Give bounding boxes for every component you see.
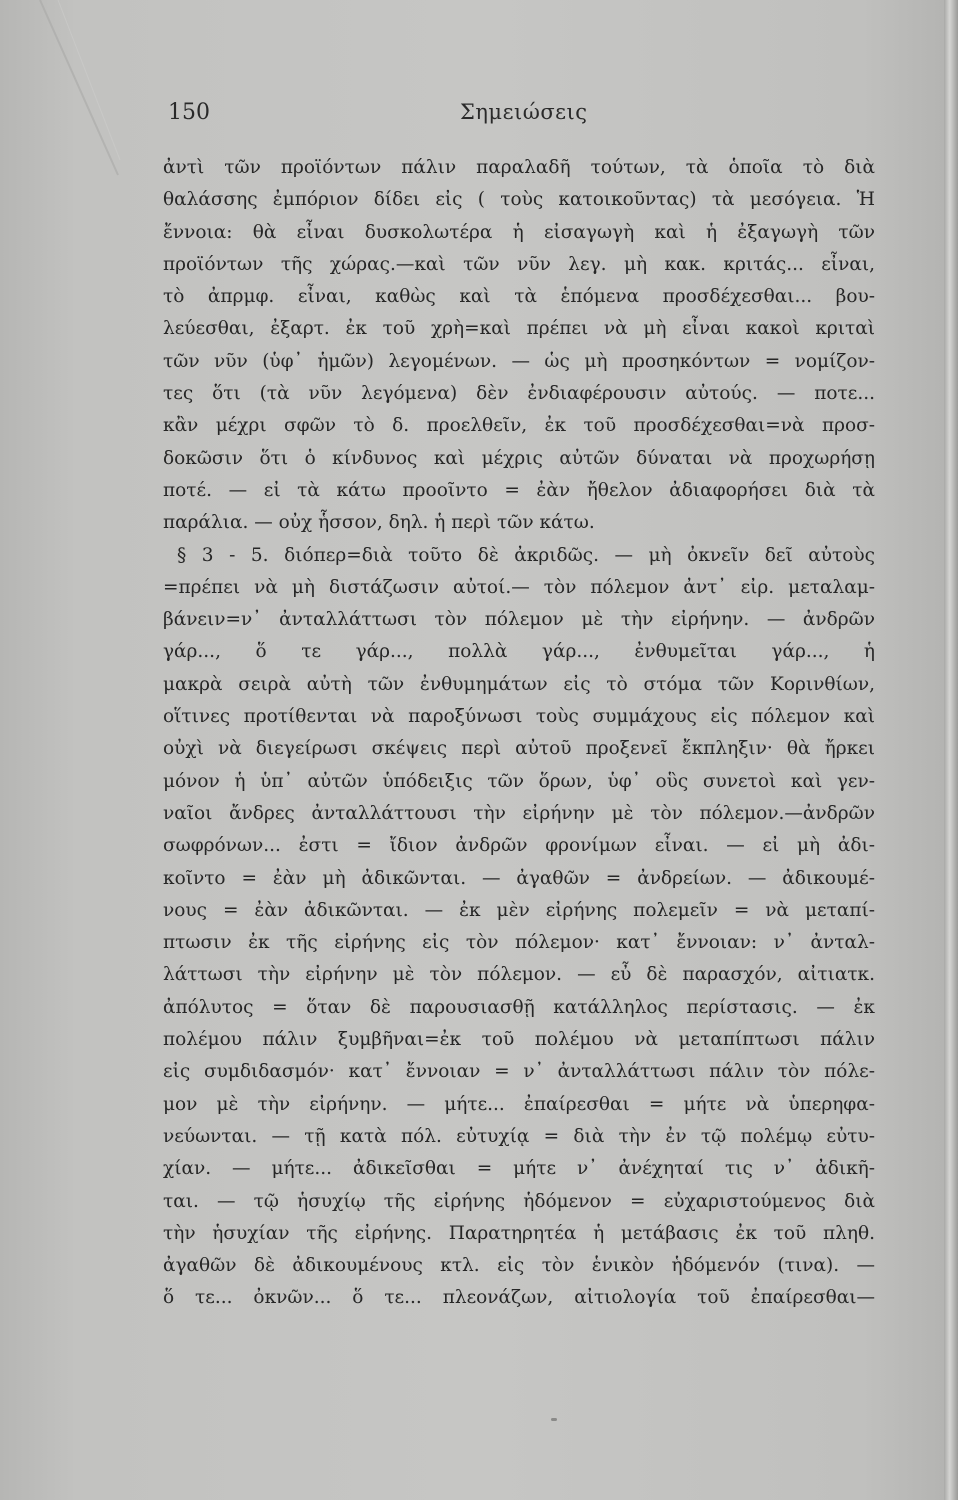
text-line: ἀπόλυτος = ὅταν δὲ παρουσιασθῇ κατάλληλος περίστασις. — ἐκ (163, 996, 875, 1018)
text-line: βάνειν=ν᾽ ἀνταλλάττωσι τὸν πόλεμον μὲ τὴν εἰρήνην. — ἀνδρῶν (163, 609, 875, 631)
text-line: ναῖοι ἄνδρες ἀνταλλάττουσι τὴν εἰρήνην μὲ τὸν πόλεμον.—ἀνδρῶν (163, 802, 875, 824)
text-line: ἔννοια: θὰ εἶναι δυσκολωτέρα ἡ εἰσαγωγὴ καὶ ἡ ἐξαγωγὴ τῶν (163, 221, 875, 243)
text-line: προϊόντων τῆς χώρας.—καὶ τῶν νῦν λεγ. μὴ κακ. κριτάς... εἶναι, (163, 253, 875, 275)
text-line: ὅ τε... ὀκνῶν... ὅ τε... πλεονάζων, αἰτιολογία τοῦ ἐπαίρεσθαι— (163, 1287, 875, 1309)
text-line: ἀγαθῶν δὲ ἀδικουμένους κτλ. εἰς τὸν ἑνικὸν ἡδόμενόν (τινα). — (163, 1255, 875, 1277)
text-line: σωφρόνων... ἐστι = ἴδιον ἀνδρῶν φρονίμων εἶναι. — εἰ μὴ ἀδι- (163, 835, 875, 857)
text-line: δοκῶσιν ὅτι ὁ κίνδυνος καὶ μέχρις αὐτῶν δύναται νὰ προχωρήσῃ (163, 447, 875, 469)
text-line: λεύεσθαι, ἐξαρτ. ἐκ τοῦ χρὴ=καὶ πρέπει νὰ μὴ εἶναι κακοὶ κριταὶ (163, 318, 875, 340)
text-line: νεύωνται. — τῇ κατὰ πόλ. εὐτυχίᾳ = διὰ τὴν ἐν τῷ πολέμῳ εὐτυ- (163, 1125, 875, 1147)
text-line: ἀντὶ τῶν προϊόντων πάλιν παραλαδῆ τούτων, τὰ ὁποῖα τὸ διὰ (163, 157, 875, 178)
text-line: τὴν ἡσυχίαν τῆς εἰρήνης. Παρατηρητέα ἡ μετάβασις ἐκ τοῦ πληθ. (163, 1222, 875, 1244)
text-line: κἂν μέχρι σφῶν τὸ δ. προελθεῖν, ἐκ τοῦ προσδέχεσθαι=νὰ προσ- (163, 415, 875, 437)
text-line: θαλάσσης ἐμπόριον δίδει εἰς ( τοὺς κατοικοῦντας) τὰ μεσόγεια. Ἡ (163, 189, 875, 211)
text-line: ται. — τῷ ἡσυχίῳ τῆς εἰρήνης ἡδόμενον = εὐχαριστούμενος διὰ (163, 1190, 875, 1212)
running-title: Σημειώσεις (460, 100, 588, 124)
section-line: § 3 - 5. διόπερ=διὰ τοῦτο δὲ ἀκριδῶς. — μὴ ὀκνεῖν δεῖ αὐτοὺς (177, 544, 875, 566)
text-line: οὐχὶ νὰ διεγείρωσι σκέψεις περὶ αὐτοῦ προξενεῖ ἔκπληξιν· θὰ ἤρκει (163, 738, 875, 760)
text-line: =πρέπει νὰ μὴ διστάζωσιν αὐτοί.— τὸν πόλεμον ἀντ᾽ εἰρ. μεταλαμ- (163, 576, 875, 598)
page-header (168, 100, 874, 136)
text-line: κοῖντο = ἐὰν μὴ ἀδικῶνται. — ἀγαθῶν = ἀνδρείων. — ἀδικουμέ- (163, 867, 875, 889)
page-number: 150 (168, 100, 210, 125)
text-line: παράλια. — οὐχ ἧσσον, δηλ. ἡ περὶ τῶν κάτω. (163, 512, 595, 534)
text-line: οἵτινες προτίθενται νὰ παροξύνωσι τοὺς συμμάχους εἰς πόλεμον καὶ (163, 706, 875, 728)
text-line: εἰς συμδιδασμόν· κατ᾽ ἔννοιαν = ν᾽ ἀνταλλάττωσι πάλιν τὸν πόλε- (163, 1061, 875, 1083)
text-line: μόνον ἡ ὑπ᾽ αὐτῶν ὑπόδειξις τῶν ὅρων, ὑφ᾽ οὓς συνετοὶ καὶ γεν- (163, 770, 875, 792)
ink-mark (551, 1418, 557, 1421)
text-line: τες ὅτι (τὰ νῦν λεγόμενα) δὲν ἐνδιαφέρουσιν αὐτούς. — ποτε... (163, 383, 875, 405)
text-line: τὸ ἀπρμφ. εἶναι, καθὼς καὶ τὰ ἑπόμενα προσδέχεσθαι... βου- (163, 286, 875, 308)
notes-text (163, 152, 875, 1315)
text-line: μακρὰ σειρὰ αὐτὴ τῶν ἐνθυμημάτων εἰς τὸ στόμα τῶν Κορινθίων, (163, 673, 875, 695)
text-line: μον μὲ τὴν εἰρήνην. — μήτε... ἐπαίρεσθαι = μήτε νὰ ὑπερηφα- (163, 1093, 875, 1115)
page-edge (944, 0, 958, 1500)
text-line: πτωσιν ἐκ τῆς εἰρήνης εἰς τὸν πόλεμον· κατ᾽ ἔννοιαν: ν᾽ ἀνταλ- (163, 932, 875, 954)
text-line: πολέμου πάλιν ξυμβῆναι=ἐκ τοῦ πολέμου νὰ μεταπίπτωσι πάλιν (163, 1029, 875, 1051)
text-line: γάρ..., ὅ τε γάρ..., πολλὰ γάρ..., ἐνθυμεῖται γάρ..., ἡ (163, 641, 875, 663)
text-line: χίαν. — μήτε... ἀδικεῖσθαι = μήτε ν᾽ ἀνέχηταί τις ν᾽ ἀδικῆ- (163, 1158, 875, 1180)
text-line: νους = ἐὰν ἀδικῶνται. — ἐκ μὲν εἰρήνης πολεμεῖν = νὰ μεταπί- (163, 899, 875, 921)
text-line: λάττωσι τὴν εἰρήνην μὲ τὸν πόλεμον. — εὖ δὲ παρασχόν, αἰτιατκ. (163, 964, 875, 986)
text-line: ποτέ. — εἰ τὰ κάτω προοῖντο = ἐὰν ἤθελον ἀδιαφορήσει διὰ τὰ (163, 479, 875, 501)
text-line: τῶν νῦν (ὑφ᾽ ἡμῶν) λεγομένων. — ὡς μὴ προσηκόντων = νομίζον- (163, 350, 875, 372)
